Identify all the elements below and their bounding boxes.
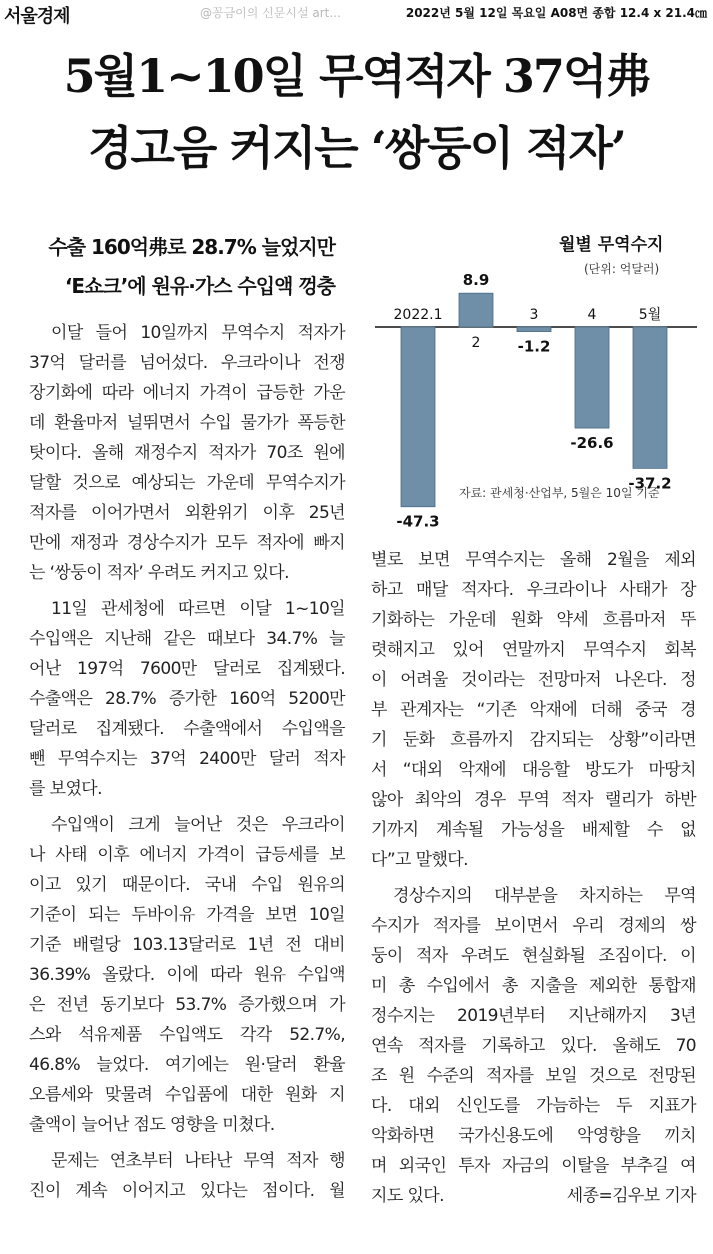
chart-category-label: 2 (471, 335, 481, 351)
chart-value-label: 8.9 (462, 271, 490, 290)
body-line: 스와 석유제품 수입액도 각각 52.7%, (29, 1025, 345, 1045)
article-body-left (29, 318, 345, 1206)
body-line: 적자를 이어가면서 외환위기 이후 25년 (29, 503, 345, 523)
body-line: 조 원 수준의 적자를 보일 것으로 전망된 (371, 1066, 696, 1086)
body-line: 진이 계속 이어지고 있다는 점이다. 월 (29, 1181, 345, 1201)
body-line: 오름세와 맞물려 수입품에 대한 원화 지 (29, 1085, 345, 1105)
body-line: 달러로 집계됐다. 수출액에서 수입액을 (29, 719, 345, 739)
chart-value-label: -1.2 (517, 337, 551, 356)
chart-bar (459, 293, 493, 327)
chart-value-label: -47.3 (396, 512, 440, 531)
chart-bar (575, 327, 609, 428)
body-line: 37억 달러를 넘어섰다. 우크라이나 전쟁 (29, 353, 345, 373)
body-line: 정수지는 2019년부터 지난해까지 3년 (371, 1006, 696, 1026)
body-line: 는 ‘쌍둥이 적자’ 우려도 커지고 있다. (29, 563, 289, 583)
body-line: 탓이다. 올해 재정수지 적자가 70조 원에 (29, 443, 345, 463)
body-line: 46.8% 늘었다. 여기에는 원·달러 환율 (29, 1055, 345, 1075)
byline: 세종=김우보 기자 (566, 1186, 696, 1206)
body-line: 기준 배럴당 103.13달러로 1년 전 대비 (29, 935, 345, 955)
chart-value-label: -37.2 (628, 474, 672, 493)
newspaper-brand: 서울경제 (4, 6, 70, 27)
body-line: 어난 197억 7600만 달러로 집계됐다. (29, 659, 345, 679)
body-line: 서 “대외 악재에 대응할 방도가 마땅치 (371, 760, 696, 780)
body-line: 뺀 무역수지는 37억 2400만 달러 적자 (29, 749, 345, 769)
body-line: 36.39% 올랐다. 이에 따라 원유 수입액 (29, 965, 345, 985)
body-line: 미 총 수입에서 총 지출을 제외한 통합재 (371, 976, 696, 996)
body-line: 연속 적자를 기록하고 있다. 올해도 70 (371, 1036, 696, 1056)
publication-info: 2022년 5월 12일 목요일 A08면 종합 12.4 x 21.4㎝ (405, 6, 707, 20)
body-line: 이달 들어 10일까지 무역수지 적자가 (51, 323, 345, 343)
body-line: 이고 있기 때문이다. 국내 수입 원유의 (29, 875, 345, 895)
subheadline-line-2: ‘E쇼크’에 원유·가스 수입액 껑충 (64, 274, 335, 298)
trade-balance-chart (371, 220, 701, 531)
body-line: 별로 보면 무역수지는 올해 2월을 제외 (371, 550, 696, 570)
body-line: 데 환율마저 널뛰면서 수입 물가가 폭등한 (29, 413, 345, 433)
chart-title: 월별 무역수지 (559, 235, 664, 255)
body-line: 수입액은 지난해 같은 때보다 34.7% 늘 (29, 629, 345, 649)
body-line: 수입액이 크게 늘어난 것은 우크라이 (51, 815, 345, 835)
body-line: 장기화에 따라 에너지 가격이 급등한 가운 (29, 383, 345, 403)
chart-category-label: 2022.1 (393, 307, 443, 323)
body-line: 기준이 되는 두바이유 가격을 보면 10일 (29, 905, 345, 925)
chart-source: 자료: 관세청·산업부, 5월은 10일 기준 (459, 486, 660, 500)
body-line: 이 어려울 것이라는 전망마저 나온다. 정 (371, 670, 696, 690)
body-line: 문제는 연초부터 나타난 무역 적자 행 (51, 1151, 345, 1171)
body-line: 11일 관세청에 따르면 이달 1~10일 (51, 599, 345, 619)
masthead-bar (0, 0, 713, 26)
body-line: 둥이 적자 우려도 현실화될 조짐이다. 이 (371, 946, 696, 966)
chart-bar (633, 327, 667, 468)
body-line: 부 관계자는 “기존 악재에 더해 중국 경 (371, 700, 696, 720)
body-line: 하고 매달 적자다. 우크라이나 사태가 장 (371, 580, 696, 600)
chart-bar (401, 327, 435, 507)
body-line: 출액이 늘어난 점도 영향을 미쳤다. (29, 1115, 275, 1135)
body-line: 수지가 적자를 보이면서 우리 경제의 쌍 (371, 916, 696, 936)
chart-category-label: 3 (529, 307, 539, 323)
headline-line-2: 경고음 커지는 ‘쌍둥이 적자’ (88, 121, 625, 175)
chart-unit: (단위: 억달러) (584, 262, 660, 276)
headline-line-1: 5월1~10일 무역적자 37억弗 (63, 49, 650, 103)
chart-category-label: 4 (587, 307, 597, 323)
chart-plot (371, 220, 701, 531)
body-line: 않아 최악의 경우 무역 적자 랠리가 하반 (371, 790, 696, 810)
body-line: 다. 대외 신인도를 가늠하는 두 지표가 (371, 1096, 696, 1116)
body-line (371, 1181, 696, 1211)
body-line-end: 지도 있다. (371, 1186, 444, 1206)
body-line: 은 전년 동기보다 53.7% 증가했으며 가 (29, 995, 345, 1015)
body-line: 수출액은 28.7% 증가한 160억 5200만 (29, 689, 345, 709)
body-line: 다”고 말했다. (371, 850, 468, 870)
body-line: 경상수지의 대부분을 차지하는 무역 (393, 886, 696, 906)
body-line: 악화하면 국가신용도에 악영향을 끼치 (371, 1126, 696, 1146)
article-body-right (371, 545, 696, 1211)
body-line: 렷해지고 있어 연말까지 무역수지 회복 (371, 640, 696, 660)
body-line: 만에 재정과 경상수지가 모두 적자에 빠지 (29, 533, 345, 553)
body-line: 기화하는 가운데 원화 약세 흐름마저 뚜 (371, 610, 696, 630)
body-line: 기 둔화 흐름까지 감지되는 상황”이라면 (371, 730, 696, 750)
subheadline-line-1: 수출 160억弗로 28.7% 늘었지만 (48, 235, 335, 259)
chart-bar (517, 327, 551, 332)
body-line: 기까지 계속될 가능성을 배제할 수 없 (371, 820, 696, 840)
body-line: 나 사태 이후 에너지 가격이 급등세를 보 (29, 845, 345, 865)
chart-category-label: 5월 (638, 307, 662, 323)
chart-value-label: -26.6 (570, 434, 614, 453)
body-line: 달할 것으로 예상되는 가운데 무역수지가 (29, 473, 345, 493)
body-line: 를 보였다. (29, 779, 102, 799)
watermark: @꽁금이의 신문시설 art... (200, 6, 341, 20)
body-line: 며 외국인 투자 자금의 이탈을 부추길 여 (371, 1156, 696, 1176)
